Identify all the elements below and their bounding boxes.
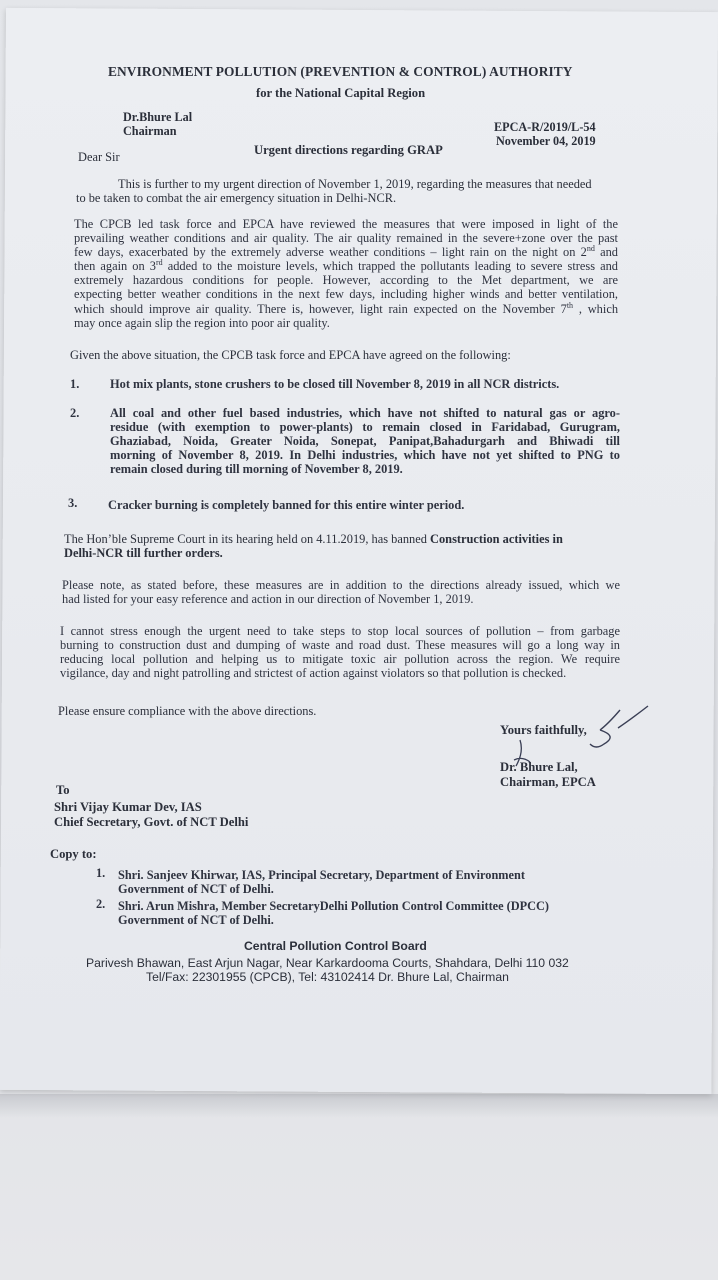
direction-item-3 xyxy=(108,498,618,512)
salutation: Dear Sir xyxy=(78,150,120,164)
page-shadow-edge xyxy=(0,1094,718,1118)
paragraph-6 xyxy=(60,624,620,680)
paragraph-2-line: few days, exacerbated by the extremely adverse weather conditions – light rain on the night on 2nd and xyxy=(74,244,618,260)
sender-title: Chairman xyxy=(123,124,177,138)
copy-to-line: Shri. Arun Mishra, Member SecretaryDelhi Pollution Control Committee (DPCC) xyxy=(118,899,550,913)
direction-item-2 xyxy=(110,406,620,476)
paragraph-1-line-1: This is further to my urgent direction of November 1, 2019, regarding the measures that needed xyxy=(118,177,592,191)
footer-address: Parivesh Bhawan, East Arjun Nagar, Near Karkardooma Courts, Shahdara, Delhi 110 032 xyxy=(86,956,569,970)
direction-line: Ghaziabad, Noida, Greater Noida, Sonepat, Panipat,Bahadurgarh and Bhiwadi till xyxy=(110,434,620,449)
copy-to-item-1 xyxy=(118,868,525,896)
paragraph-7: Please ensure compliance with the above directions. xyxy=(58,704,317,718)
paragraph-2-line: which should improve air quality. There is, however, light rain expected on the November 7th , which xyxy=(74,300,619,316)
copy-to-number: 2. xyxy=(96,897,106,911)
direction-line: All coal and other fuel based industries, which have not shifted to natural gas or agro- xyxy=(110,406,620,420)
paragraph-2 xyxy=(74,217,618,330)
paragraph-4-line-2: Delhi-NCR till further orders. xyxy=(64,546,223,560)
letter-date: November 04, 2019 xyxy=(496,134,596,148)
authority-heading: ENVIRONMENT POLLUTION (PREVENTION & CONTROL) AUTHORITY xyxy=(108,64,573,79)
direction-line: Hot mix plants, stone crushers to be closed till November 8, 2019 in all NCR districts. xyxy=(110,377,560,391)
paragraph-6-line: I cannot stress enough the urgent need to take steps to stop local sources of pollution – from garbage xyxy=(60,624,620,638)
copy-to-line: Government of NCT of Delhi. xyxy=(118,882,274,896)
paragraph-2-line: prevailing weather conditions and air quality. The air quality remained in the severe+zone over the past xyxy=(74,231,618,246)
paragraph-4-line-1 xyxy=(64,532,563,547)
to-label: To xyxy=(56,783,70,797)
copy-to-item-2 xyxy=(118,899,549,927)
paragraph-5-line: had listed for your easy reference and action in our direction of November 1, 2019. xyxy=(62,592,474,607)
copy-to-line: Shri. Sanjeev Khirwar, IAS, Principal Secretary, Department of Environment xyxy=(118,868,525,882)
direction-number: 3. xyxy=(68,496,78,510)
signatory-title: Chairman, EPCA xyxy=(500,775,596,789)
paragraph-6-line: reducing local pollution and helping us to mitigate toxic air pollution across the region. We require xyxy=(60,652,620,667)
reference-number: EPCA-R/2019/L-54 xyxy=(494,120,596,134)
direction-line: morning of November 8, 2019. In Delhi industries, which have not yet shifted to PNG to xyxy=(110,448,620,463)
region-subheading: for the National Capital Region xyxy=(256,86,426,100)
direction-number: 1. xyxy=(70,377,80,391)
paragraph-2-line: may once again slip the region into poor air quality. xyxy=(74,315,330,330)
paragraph-1-line-2: to be taken to combat the air emergency situation in Delhi-NCR. xyxy=(76,191,397,205)
footer-contact: Tel/Fax: 22301955 (CPCB), Tel: 43102414 Dr. Bhure Lal, Chairman xyxy=(146,970,509,984)
paragraph-2-line: then again on 3rd added to the moisture levels, which trapped the pollutants leading to severe stress and xyxy=(74,258,618,274)
paragraph-5-line: Please note, as stated before, these measures are in addition to the directions already issued, which we xyxy=(62,578,620,592)
paragraph-2-line: extremely hazardous conditions for people. However, according to the Met department, we are xyxy=(74,273,618,288)
direction-line: residue (with exemption to power-plants) to remain closed in Faridabad, Gurugram, xyxy=(110,420,620,435)
copy-to-number: 1. xyxy=(96,866,106,880)
closing-phrase: Yours faithfully, xyxy=(500,723,587,737)
direction-line: remain closed during till morning of November 8, 2019. xyxy=(110,462,403,477)
letter-subject: Urgent directions regarding GRAP xyxy=(254,143,443,157)
direction-line: Cracker burning is completely banned for this entire winter period. xyxy=(108,498,465,512)
paragraph-3: Given the above situation, the CPCB task force and EPCA have agreed on the following: xyxy=(70,348,511,362)
recipient-name: Shri Vijay Kumar Dev, IAS xyxy=(54,800,202,814)
paragraph-5 xyxy=(62,578,620,606)
direction-item-1 xyxy=(110,377,620,391)
copy-to-line: Government of NCT of Delhi. xyxy=(118,913,274,927)
paragraph-2-line: The CPCB led task force and EPCA have reviewed the measures that were imposed in light of the xyxy=(74,217,618,231)
paragraph-2-line: expecting better weather conditions in the next few days, including higher winds and better ventilation, xyxy=(74,287,618,302)
supreme-court-text: The Hon’ble Supreme Court in its hearing held on 4.11.2019, has banned xyxy=(64,532,431,546)
signatory-name: Dr. Bhure Lal, xyxy=(500,760,578,774)
paragraph-6-line: burning to construction dust and dumping of waste and road dust. These measures will go a long way in xyxy=(60,638,620,653)
construction-ban-text: Construction activities in xyxy=(430,532,563,546)
footer-organization: Central Pollution Control Board xyxy=(244,939,427,953)
copy-to-label: Copy to: xyxy=(50,847,97,861)
direction-number: 2. xyxy=(70,406,80,420)
recipient-title: Chief Secretary, Govt. of NCT Delhi xyxy=(54,815,249,829)
paragraph-6-line: vigilance, day and night patrolling and strictest of action against violators so that pollution is checked. xyxy=(60,666,567,681)
sender-name: Dr.Bhure Lal xyxy=(123,110,193,124)
